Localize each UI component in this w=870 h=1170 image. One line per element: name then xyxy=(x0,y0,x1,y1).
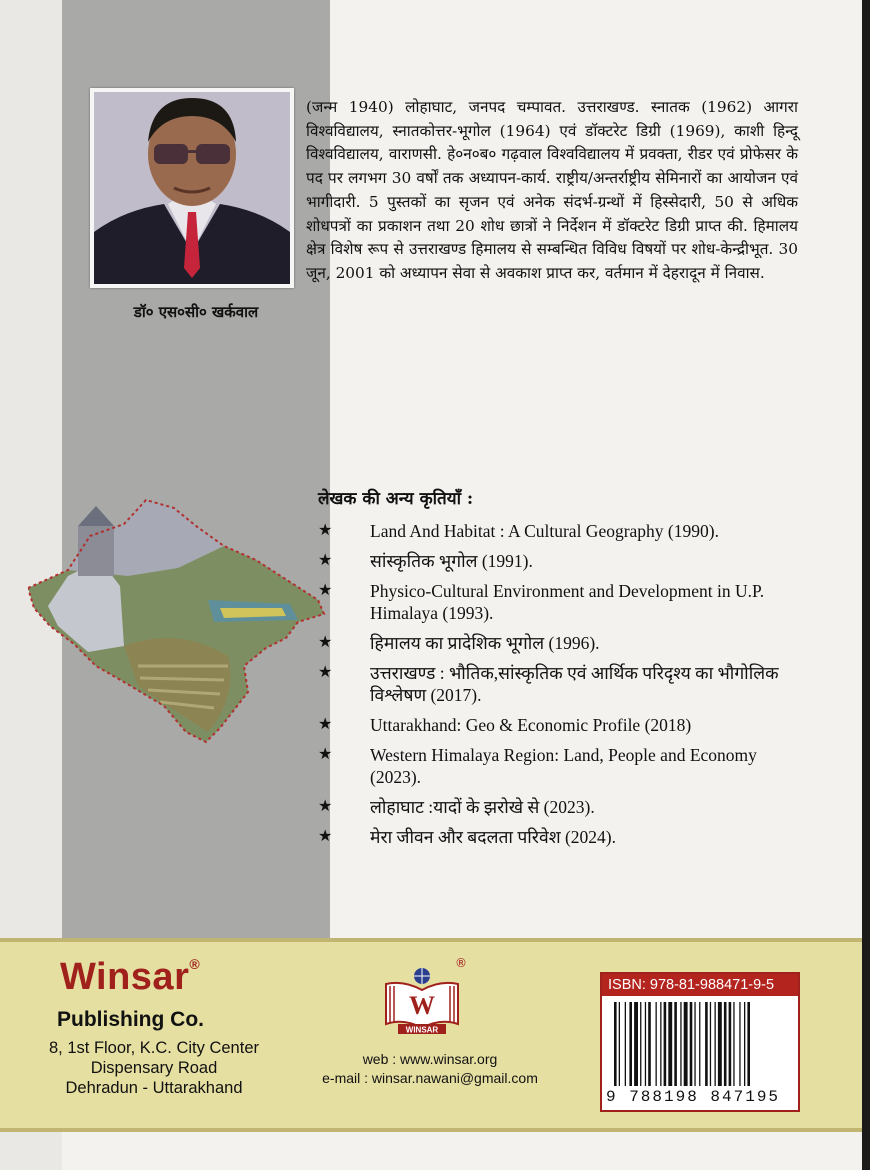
list-item xyxy=(318,796,788,818)
isbn-digits: 9 788198 847195 xyxy=(606,1088,781,1106)
work-title: Physico-Cultural Environment and Development in U.P. Himalaya (1993). xyxy=(370,581,765,623)
star-icon: ★ xyxy=(318,664,333,681)
winsar-logo-icon xyxy=(380,962,464,1038)
registered-mark: ® xyxy=(189,956,201,972)
list-item xyxy=(318,550,788,572)
work-title: Western Himalaya Region: Land, People and Economy (2023). xyxy=(370,745,757,787)
star-icon: ★ xyxy=(318,582,333,599)
uttarakhand-map-illustration xyxy=(28,496,328,746)
author-name: डॉ० एस०सी० खर्कवाल xyxy=(133,303,259,321)
work-title: Uttarakhand: Geo & Economic Profile (2018) xyxy=(370,715,692,735)
list-item xyxy=(318,632,788,654)
star-icon: ★ xyxy=(318,828,333,845)
address-line: Dehradun - Uttarakhand xyxy=(65,1079,243,1097)
publisher-name xyxy=(60,956,200,999)
list-item xyxy=(318,714,788,736)
list-item xyxy=(318,826,788,848)
isbn-label: ISBN: 978-81-988471-9-5 xyxy=(602,974,798,996)
star-icon: ★ xyxy=(318,552,333,569)
logo-registered-mark: ® xyxy=(455,956,467,970)
publisher-email[interactable]: e-mail : winsar.nawani@gmail.com xyxy=(322,1070,538,1086)
author-photo xyxy=(90,88,294,288)
barcode-icon xyxy=(610,1002,790,1088)
other-works-heading: लेखक की अन्य कृतियाँ : xyxy=(318,489,474,509)
work-title: लोहाघाट :यादों के झरोखे से (2023). xyxy=(370,797,595,817)
list-item xyxy=(318,580,788,624)
star-icon: ★ xyxy=(318,522,333,539)
publisher-company: Publishing Co. xyxy=(57,1008,204,1031)
star-icon: ★ xyxy=(318,798,333,815)
list-item xyxy=(318,520,788,542)
work-title: सांस्कृतिक भूगोल (1991). xyxy=(370,551,533,571)
work-title: उत्तराखण्ड : भौतिक,सांस्कृतिक एवं आर्थिक परिदृश्य का भौगोलिक विश्लेषण (2017). xyxy=(370,663,779,705)
other-works-list xyxy=(318,520,788,856)
author-bio: (जन्म 1940) लोहाघाट, जनपद चम्पावत. उत्तराखण्ड. स्नातक (1962) आगरा विश्वविद्यालय, स्नातकोत्तर-भूगोल (1964) एवं डॉक्टरेट डिग्री (1969), काशी हिन्दू विश्वविद्यालय, वाराणसी. हे०न०ब० गढ़वाल विश्वविद्यालय में प्रवक्ता, रीडर एवं प्रोफेसर के पद पर लगभग 30 वर्षों तक अध्यापन-कार्य. राष्ट्रीय/अन्तर्राष्ट्रीय सेमिनारों का आयोजन एवं भागीदारी. 5 पुस्तकों का सृजन एवं अनेक संदर्भ-ग्रन्थों में हिस्सेदारी, 50 से अधिक शोधपत्रों का प्रकाशन तथा 20 शोध छात्रों ने निर्देशन में डॉक्टरेट डिग्री प्राप्त की. हिमालय क्षेत्र विशेष रूप से उत्तराखण्ड हिमालय से सम्बन्धित विविध विषयों पर शोध-केन्द्रीभूत. 30 जून, 2001 को अध्यापन सेवा से अवकाश प्राप्त कर, वर्तमान में देहरादून में निवास. xyxy=(306,98,798,282)
address-line: Dispensary Road xyxy=(90,1059,218,1077)
work-title: Land And Habitat : A Cultural Geography (1990). xyxy=(370,521,719,541)
svg-text:W: W xyxy=(409,991,435,1020)
star-icon: ★ xyxy=(318,634,333,651)
work-title: मेरा जीवन और बदलता परिवेश (2024). xyxy=(370,827,616,847)
list-item xyxy=(318,662,788,706)
logo-text: WINSAR xyxy=(405,1025,439,1035)
address-line: 8, 1st Floor, K.C. City Center xyxy=(49,1039,259,1057)
publisher-address xyxy=(24,1038,284,1098)
publisher-website[interactable]: web : www.winsar.org xyxy=(362,1051,498,1067)
publisher-contact xyxy=(300,1050,560,1088)
star-icon: ★ xyxy=(318,746,333,763)
star-icon: ★ xyxy=(318,716,333,733)
work-title: हिमालय का प्रादेशिक भूगोल (1996). xyxy=(370,633,600,653)
publisher-name-text: Winsar xyxy=(60,956,190,998)
isbn-barcode-box xyxy=(600,972,800,1112)
publisher-band xyxy=(0,938,862,1132)
list-item xyxy=(318,744,788,788)
